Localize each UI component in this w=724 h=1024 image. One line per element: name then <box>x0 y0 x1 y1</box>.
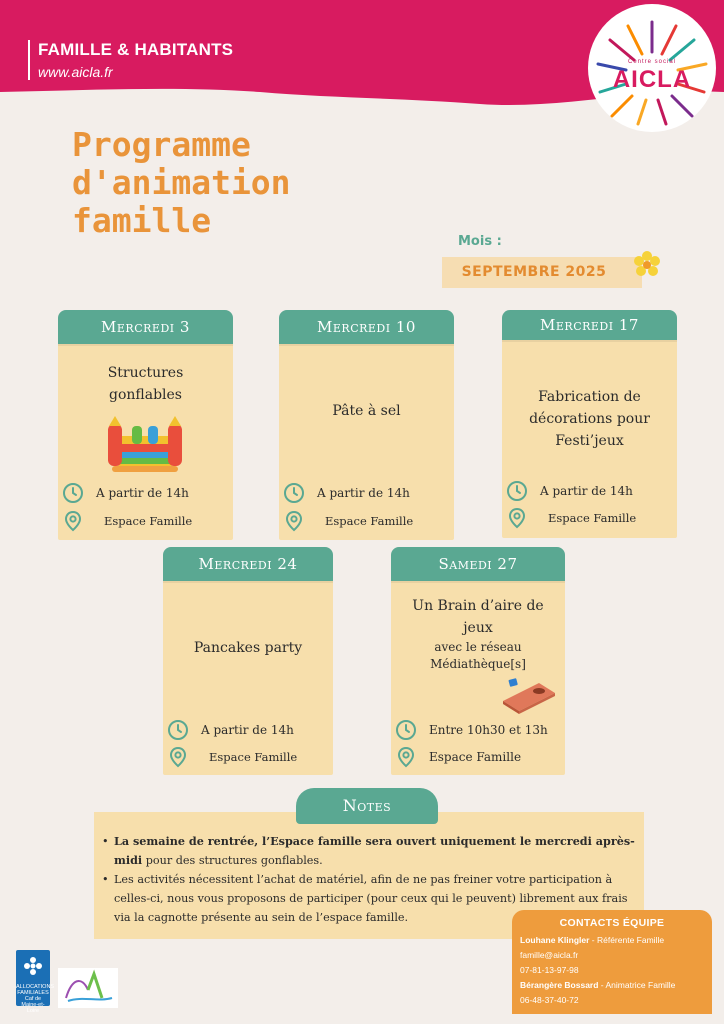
event-time-row <box>58 482 233 506</box>
contacts-panel <box>512 910 712 1014</box>
title-line-3: famille <box>72 201 212 240</box>
card-day-tab <box>391 547 565 581</box>
event-time-row <box>163 719 333 743</box>
activity-line-1: Un Brain d’aire de <box>412 598 544 614</box>
event-activity <box>510 386 669 452</box>
event-place: Espace Famille <box>548 511 637 525</box>
contact-1-role: - Référente Famille <box>589 935 665 945</box>
bouncy-castle-image <box>104 414 186 474</box>
event-day: Mercredi 3 <box>101 318 190 336</box>
title-line-2: d'animation <box>72 163 291 202</box>
event-time: Entre 10h30 et 13h <box>429 723 548 737</box>
event-place: Espace Famille <box>325 514 414 528</box>
event-card-mercredi-24 <box>163 547 333 775</box>
activity-line-1: Pancakes party <box>193 640 303 656</box>
event-time: A partir de 14h <box>540 484 633 498</box>
notes-tab <box>296 788 438 824</box>
caf-flower-icon <box>23 956 43 976</box>
event-time: A partir de 14h <box>201 723 294 737</box>
event-activity <box>399 595 557 639</box>
event-location-row <box>163 746 333 770</box>
location-pin-icon <box>167 746 189 768</box>
contact-2-line <box>520 980 675 990</box>
caf-text: ALLOCATIONS FAMILIALES Caf de Maine-et-Loire <box>16 984 55 1014</box>
clock-icon <box>167 719 189 741</box>
website-url[interactable]: www.aicla.fr <box>38 64 113 80</box>
event-time-row <box>279 482 454 506</box>
contacts-title: CONTACTS ÉQUIPE <box>559 917 665 929</box>
clock-icon <box>506 480 528 502</box>
event-day: Mercredi 10 <box>317 318 416 336</box>
event-time-row <box>391 719 565 743</box>
flower-icon <box>632 250 662 280</box>
loire-authion-mark <box>58 968 118 1008</box>
event-location-row <box>279 510 454 534</box>
event-activity <box>66 362 225 406</box>
contact-1-line <box>520 935 664 945</box>
contact-2-role: - Animatrice Famille <box>598 980 676 990</box>
note-item <box>100 832 635 870</box>
event-card-mercredi-10 <box>279 310 454 540</box>
event-card-mercredi-3 <box>58 310 233 540</box>
activity-sub-line-1: avec le réseau <box>434 640 522 654</box>
event-card-mercredi-17 <box>502 310 677 540</box>
event-activity <box>287 400 446 422</box>
card-day-tab <box>279 310 454 344</box>
event-day: Mercredi 24 <box>198 555 298 573</box>
location-pin-icon <box>283 510 305 532</box>
month-label: Mois : <box>458 234 502 249</box>
activity-line-1: Structures <box>107 365 184 381</box>
notes-title: Notes <box>342 796 392 815</box>
activity-line-2: décorations pour <box>529 411 650 427</box>
month-value: SEPTEMBRE 2025 <box>461 264 607 280</box>
activity-line-2: gonflables <box>108 387 182 403</box>
page-title <box>72 126 402 240</box>
contact-1-email[interactable]: famille@aicla.fr <box>520 950 579 960</box>
contact-1-name: Louhane Klingler <box>520 935 590 945</box>
cornhole-board-image <box>499 675 557 715</box>
event-place: Espace Famille <box>104 514 193 528</box>
month-box <box>442 257 642 288</box>
event-time: A partir de 14h <box>317 486 410 500</box>
event-day: Mercredi 17 <box>540 316 639 334</box>
contact-2-name: Bérangère Bossard <box>520 980 599 990</box>
event-place: Espace Famille <box>429 750 522 764</box>
event-location-row <box>391 746 565 770</box>
event-place: Espace Famille <box>209 750 298 764</box>
event-location-row <box>58 510 233 534</box>
location-pin-icon <box>62 510 84 532</box>
logo-name: AICLA <box>612 66 692 93</box>
event-card-samedi-27 <box>391 547 565 775</box>
event-location-row <box>502 507 677 531</box>
event-time: A partir de 14h <box>96 486 189 500</box>
clock-icon <box>395 719 417 741</box>
event-activity <box>171 637 325 659</box>
aicla-logo <box>588 4 716 132</box>
loire-authion-logo <box>58 968 118 1008</box>
card-day-tab <box>163 547 333 581</box>
event-time-row <box>502 480 677 504</box>
note-1-rest: pour des structures gonflables. <box>142 854 323 867</box>
card-day-tab <box>502 310 677 340</box>
contact-2-phone[interactable]: 06-48-37-40-72 <box>520 995 579 1005</box>
header-text <box>28 40 233 80</box>
org-title: FAMILLE & HABITANTS <box>38 40 234 59</box>
activity-line-1: Pâte à sel <box>332 403 401 419</box>
caf-logo <box>16 950 55 1014</box>
location-pin-icon <box>506 507 528 529</box>
note-1-bold: La semaine de rentrée, l’Espace famille sera ouvert uniquement le mercredi après-midi <box>114 834 635 867</box>
note-2-text: Les activités nécessitent l’achat de matériel, afin de ne pas freiner votre participation à celles-ci, nous vous proposons de participer (pour ceux qui le peuvent) librement aux frais via la cagnotte présente au sein de l’espace famille. <box>114 873 628 924</box>
activity-line-2: jeux <box>463 620 493 636</box>
card-day-tab <box>58 310 233 344</box>
event-activity-sub <box>399 639 557 673</box>
location-pin-icon <box>395 746 417 768</box>
clock-icon <box>62 482 84 504</box>
logo-subtitle: Centre social <box>627 59 676 65</box>
title-line-1: Programme <box>72 125 251 164</box>
activity-line-1: Fabrication de <box>538 389 641 405</box>
clock-icon <box>283 482 305 504</box>
contact-1-phone[interactable]: 07-81-13-97-98 <box>520 965 579 975</box>
event-day: Samedi 27 <box>438 555 518 573</box>
activity-sub-line-2: Médiathèque[s] <box>430 657 526 671</box>
activity-line-3: Festi’jeux <box>555 433 624 449</box>
